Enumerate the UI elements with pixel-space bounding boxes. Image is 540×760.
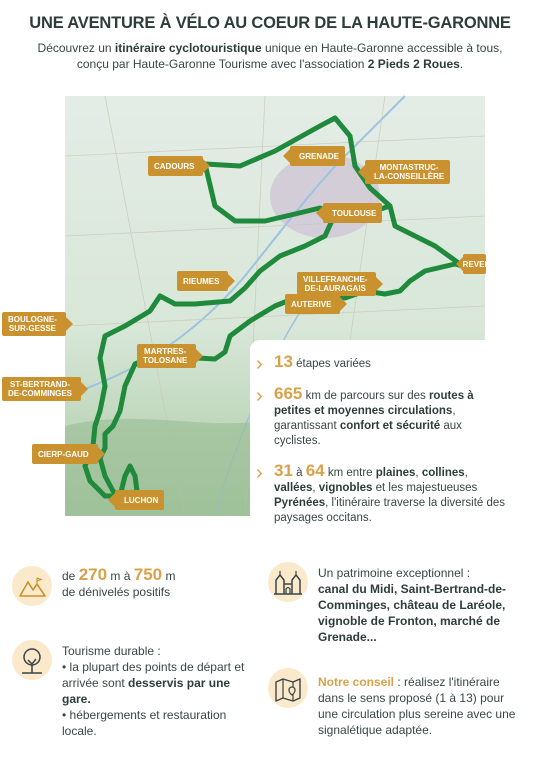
stage-label-st-bertrand[interactable]: ST-BERTRAND- DE-COMMINGES [2,377,81,401]
stage-label-martres[interactable]: MARTRES- TOLOSANE [137,344,196,368]
tree-icon [12,640,52,680]
stage-label-toulouse[interactable]: TOULOUSE [323,203,382,223]
feature-heritage: Un patrimoine exceptionnel : canal du Midi, Saint-Bertrand-de-Comminges, château de Laréole, vignoble de Fronton, marché de Grenade... [318,566,507,644]
feature-sustainable: Tourisme durable : • la plupart des points de départ et arrivée sont desservis par une gare. • hébergements et restauration locale. [62,644,245,738]
stage-label-luchon[interactable]: LUCHON [115,490,164,510]
intro-text: Découvrez un itinéraire cyclotouristique unique en Haute-Garonne accessible à tous, conçu par Haute-Garonne Tourisme avec l'association 2 Pieds 2 Roues. [37,41,503,71]
stage-label-grenade[interactable]: GRENADE [290,146,345,166]
stage-label-auterive[interactable]: AUTERIVE [285,294,340,314]
stage-label-montastruc[interactable]: MONTASTRUC- LA-CONSEILLÈRE [365,160,450,184]
chevron-right-icon: › [256,353,263,375]
stat-distance: › 665 km de parcours sur des routes à petites et moyennes circulations, garantissant confort et sécurité aux cyclistes. [256,384,474,447]
stats-panel [250,340,520,565]
chevron-right-icon: › [256,385,263,407]
map-pin-icon [268,668,308,708]
stage-label-rieumes[interactable]: RIEUMES [177,271,228,291]
stage-label-boulogne[interactable]: BOULOGNE- SUR-GESSE [2,312,66,336]
castle-icon [268,562,308,602]
chevron-right-icon: › [256,462,263,484]
page-title: UNE AVENTURE À VÉLO AU COEUR DE LA HAUTE-GARONNE [29,14,511,32]
feature-advice: Notre conseil : réalisez l'itinéraire dans le sens proposé (1 à 13) pour une circulation plus sereine avec une signalétique adaptée. [318,675,516,737]
stage-label-villefranche[interactable]: VILLEFRANCHE- DE-LAURAGAIS [297,272,376,296]
feature-elevation: de 270 m à 750 m de dénivelés positifs [62,565,176,599]
mountains-icon [12,566,52,606]
stage-label-cierp-gaud[interactable]: CIERP-GAUD [32,444,98,464]
stage-label-revel[interactable]: REVEL [463,254,486,274]
stat-stages: › 13 étapes variées [256,352,371,375]
stage-label-cadours[interactable]: CADOURS [148,156,203,176]
stat-landscapes: › 31 à 64 km entre plaines, collines, vallées, vignobles et les majestueuses Pyrénées, l'itinéraire traverse la diversité des paysages occitans. [256,461,506,524]
